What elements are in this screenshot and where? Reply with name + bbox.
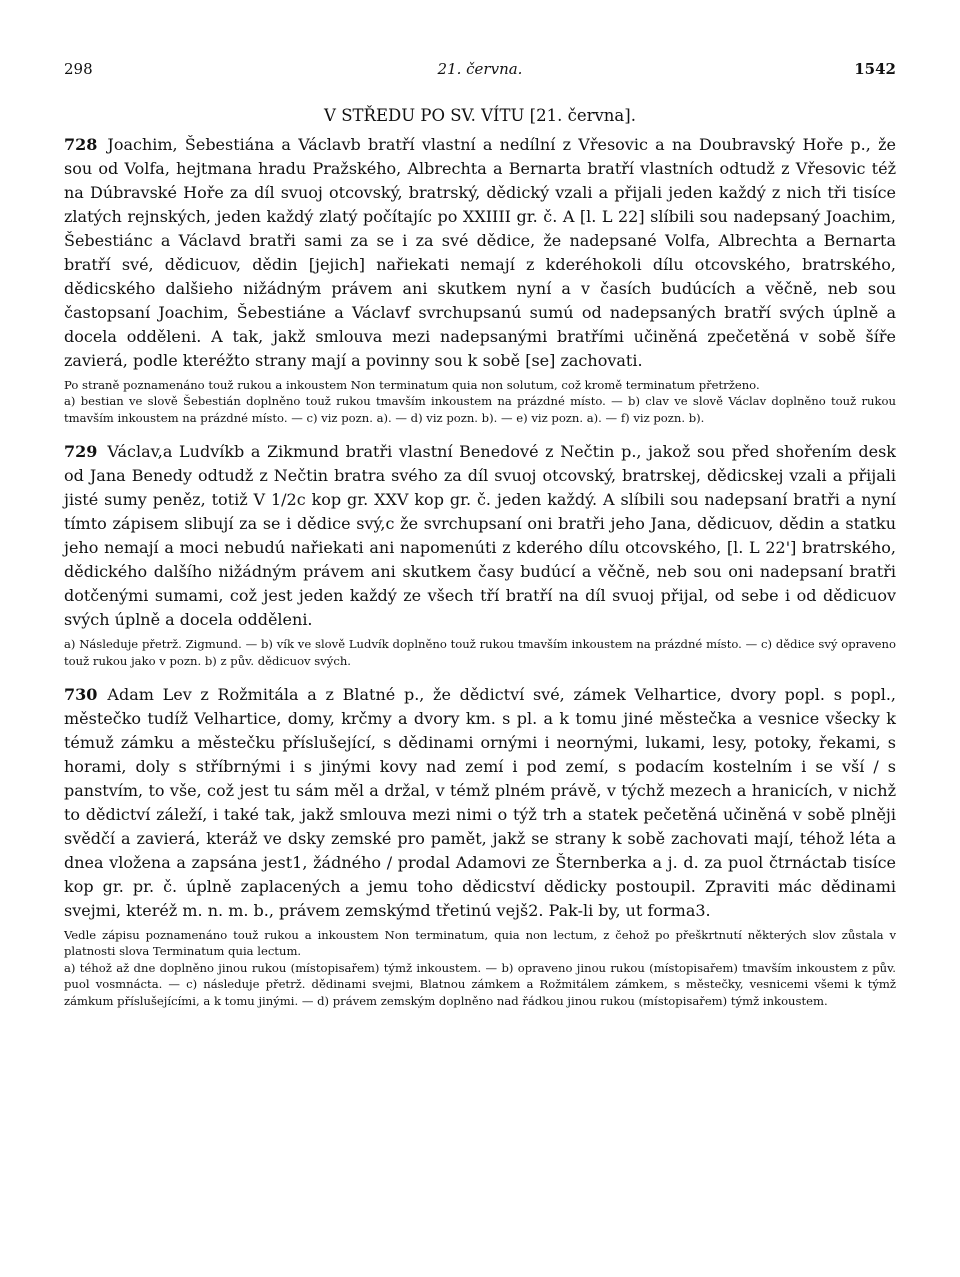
entry-729 bbox=[64, 440, 896, 669]
running-date: 21. června. bbox=[437, 60, 523, 78]
entry-body: Joachim, Šebestiána a Václavb bratří vlastní a nedílní z Vřesovic a na Doubravský Hoře p., že sou od Volfa, hejtmana hradu Pražského, Albrechta a Bernarta bratří vlastních odtudž z Vřesovic též na Dúbravské Hoře za díl svuoj otcovský, bratrský, dědický vzali a přijali jeden každý z nich tři tisíce zlatých rejnských, jeden každý zlatý počítajíc po XXIIII gr. č. A [l. L 22] slíbili sou nadepsaný Joachim, Šebestiánc a Václavd bratři sami za se i za své dědice, že nadepsané Volfa, Albrechta a Bernarta bratří své, dědicuov, dědin [jejich] nařiekati nemají z kderéhokoli dílu otcovského, bratrského, dědicského dalšieho nižádným právem ani skutkem nyní a v časích budúcích a věčně, neb sou častopsaní Joachim, Šebestiáne a Václavf svrchupsanú sumú od nadepsaných bratří svých úplně a docela odděleni. A tak, jakž smlouva mezi nadepsanými bratřími učiněná zpečetěná v sobě šíře zavierá, podle kteréžto strany mají a povinny sou k sobě [se] zachovati. bbox=[64, 135, 896, 370]
running-head bbox=[64, 60, 896, 90]
entry-number: 728 bbox=[64, 135, 98, 154]
footnote-marginal: Vedle zápisu poznamenáno touž rukou a inkoustem Non terminatum, quia non lectum, z čehož po přeškrtnutí některých slov zůstala v platnosti slova Terminatum quia lectum. bbox=[64, 928, 896, 959]
entry-body: Václav,a Ludvíkb a Zikmund bratři vlastní Benedové z Nečtin p., jakož sou před shořením desk od Jana Benedy odtudž z Nečtin bratra svého za díl svuoj otcovský, bratrskej, dědicskej vzali a přijali jisté sumy peněz, totiž V 1/2c kop gr. XXV kop gr. č. jeden každý. A slíbili sou nadepsaní bratři a nyní tímto zápisem slibují za se i dědice svý,c že svrchupsaní oni bratři jeho Jana, dědicuov, dědin a statku jeho nemají a moci nebudú nařiekati ani napomenúti z kderého dílu otcovského, [l. L 22'] bratrského, dědického dalšího nižádným právem ani skutkem časy budúcí a věčně, neb sou oni nadepsaní bratři dotčenými sumami, což jest jeden každý ze všech tří bratří na díl svuoj přijal, od sebe i od dědicuov svých úplně a docela odděleni. bbox=[64, 442, 896, 630]
footnote-textual: a) bestian ve slově Šebestián doplněno touž rukou tmavším inkoustem na prázdné místo. — b) clav ve slově Václav doplněno touž rukou tmavším inkoustem na prázdné místo. — c) viz pozn. a). — d) viz pozn. b). — e) viz pozn. a). — f) viz pozn. b). bbox=[64, 394, 896, 425]
document-page bbox=[64, 60, 896, 1009]
footnote-textual: a) téhož až dne doplněno jinou rukou (místopisařem) týmž inkoustem. — b) opraveno jinou rukou (místopisařem) tmavším inkoustem z pův. puol vosmnácta. — c) následuje přetrž. dědinami svejmi, Blatnou zámkem a Rožmitálem zámkem, s městečky, vesnicemi všemi k týmž zámkum příslušejícími, a k tomu jinými. — d) právem zemským doplněno nad řádkou jinou rukou (místopisařem) týmž inkoustem. bbox=[64, 960, 896, 1008]
footnote-textual: a) Následuje přetrž. Zigmund. — b) vík ve slově Ludvík doplněno touž rukou tmavším inkoustem na prázdné místo. — c) dědice svý opraveno touž rukou jako v pozn. b) z pův. dědicuov svých. bbox=[64, 637, 896, 668]
entry-728 bbox=[64, 133, 896, 426]
footnote-marginal: Po straně poznamenáno touž rukou a inkoustem Non terminatum quia non solutum, což kromě terminatum přetrženo. bbox=[64, 378, 760, 392]
entry-730 bbox=[64, 683, 896, 1009]
entry-number: 729 bbox=[64, 442, 98, 462]
section-title: V STŘEDU PO SV. VÍTU [21. června]. bbox=[324, 106, 636, 125]
entry-number: 730 bbox=[64, 685, 98, 705]
page-number: 298 bbox=[64, 60, 93, 78]
year: 1542 bbox=[854, 60, 896, 78]
entry-body: Adam Lev z Rožmitála a z Blatné p., že dědictví své, zámek Velhartice, dvory popl. s popl., městečko tudíž Velhartice, domy, krčmy a dvory km. s pl. a k tomu jiné městečka a vesnice všecky k témuž zámku a městečku příslušející, s dědinami ornými i neornými, lukami, lesy, potoky, řekami, s horami, doly s stříbrnými i s jinými kovy nad zemí i pod zemí, s podacím kostelním i se vší / s panstvím, to vše, což jest tu sám měl a držal, v témž plném právě, v týchž mezech a hranicích, v nichž to dědictví záleží, i také tak, jakž smlouva mezi nimi o týž trh a statek pečetěná učiněná v sobě plněji svědčí a zavierá, kteráž ve dsky zemské pro pamět, jakž se strany k sobě zachovati mají, téhož léta a dnea vložena a zapsána jest1, žádného / prodal Adamovi ze Šternberka a j. d. za puol čtrnáctab tisíce kop gr. pr. č. úplně zaplacených a jemu toho dědicství dědicky postoupil. Zpraviti mác dědinami svejmi, kteréž m. n. m. b., právem zemskýmd třetinú vejš2. Pak-li by, ut forma3. bbox=[64, 685, 896, 921]
